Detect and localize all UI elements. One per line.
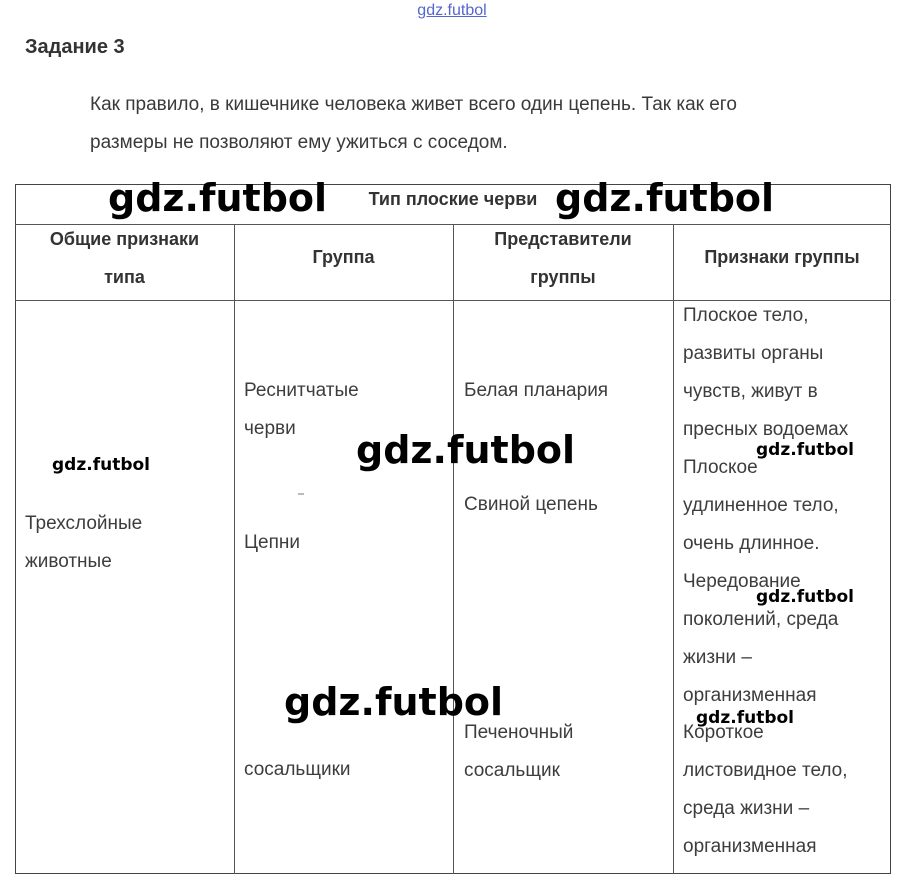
task-text xyxy=(90,86,870,162)
cell-line: Короткое xyxy=(683,722,764,743)
watermark-top: gdz.futbol xyxy=(417,2,487,19)
features-cell xyxy=(683,714,848,866)
table-caption: Тип плоские черви xyxy=(368,189,538,209)
cell-line: черви xyxy=(244,418,296,439)
cell-line: Печеночный xyxy=(464,722,574,743)
cell-line: листовидное тело, xyxy=(683,760,848,781)
watermark-overlay: gdz.futbol xyxy=(696,708,794,728)
cell-line: чувств, живут в xyxy=(683,381,818,402)
cell-line: Чередование xyxy=(683,571,801,592)
header-line: Общие признаки xyxy=(49,229,200,249)
representative-cell: Белая планария xyxy=(464,380,609,401)
header-representatives xyxy=(453,220,673,296)
header-line: типа xyxy=(104,267,145,287)
cell-line: пресных водоемах xyxy=(683,419,849,440)
cell-line: сосальщик xyxy=(464,760,560,781)
watermark-overlay: gdz.futbol xyxy=(52,455,150,475)
cell-line: организменная xyxy=(683,685,817,706)
watermark-overlay: gdz.futbol xyxy=(756,587,854,607)
watermark-overlay: gdz.futbol xyxy=(108,176,328,220)
header-line: Представители xyxy=(494,229,632,249)
cell-line: поколений, среда xyxy=(683,609,839,630)
cell-line: развиты органы xyxy=(683,343,824,364)
cell-line: Плоское xyxy=(683,457,758,478)
watermark-overlay: gdz.futbol xyxy=(356,428,576,472)
header-group: Группа xyxy=(312,247,375,267)
group-cell: Цепни xyxy=(244,532,301,553)
cell-line: очень длинное. xyxy=(683,533,820,554)
features-cell xyxy=(683,449,839,715)
header-group-features: Признаки группы xyxy=(704,247,860,267)
cell-line: среда жизни – xyxy=(683,798,810,819)
faint-mark xyxy=(298,493,304,495)
header-general-features xyxy=(15,220,234,296)
cell-line: Трехслойные xyxy=(25,513,143,534)
watermark-overlay: gdz.futbol xyxy=(756,440,854,460)
table-divider xyxy=(234,224,235,874)
table-divider xyxy=(673,224,674,874)
cell-line: животные xyxy=(25,551,112,572)
features-cell xyxy=(683,297,848,449)
cell-line: Плоское тело, xyxy=(683,305,809,326)
representative-cell xyxy=(464,714,573,790)
watermark-overlay: gdz.futbol xyxy=(555,176,775,220)
cell-line: жизни – xyxy=(683,647,752,668)
task-title: Задание 3 xyxy=(25,36,125,58)
task-text-line: размеры не позволяют ему ужиться с соседом. xyxy=(90,132,508,153)
watermark-overlay: gdz.futbol xyxy=(284,680,504,724)
group-cell xyxy=(244,372,359,448)
table-divider xyxy=(453,224,454,874)
task-text-line: Как правило, в кишечнике человека живет всего один цепень. Так как его xyxy=(90,94,737,115)
cell-line: Реснитчатые xyxy=(244,380,359,401)
general-features-cell xyxy=(25,505,142,581)
cell-line: организменная xyxy=(683,836,817,857)
group-cell: сосальщики xyxy=(244,759,351,780)
cell-line: удлиненное тело, xyxy=(683,495,839,516)
representative-cell: Свиной цепень xyxy=(464,494,598,515)
header-line: группы xyxy=(530,267,596,287)
